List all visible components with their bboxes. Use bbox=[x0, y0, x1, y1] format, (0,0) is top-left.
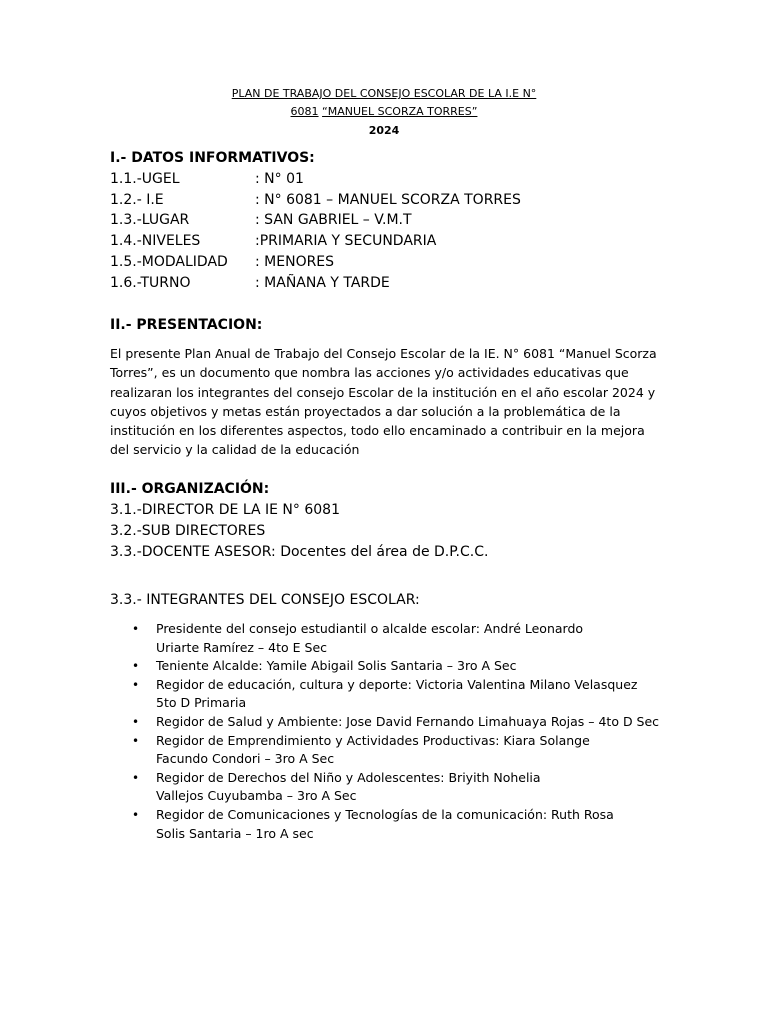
list-item-line: Regidor de Emprendimiento y Actividades Productivas: Kiara Solange bbox=[156, 732, 590, 748]
list-item-line: Facundo Condori – 3ro A Sec bbox=[156, 751, 335, 767]
paragraph-line: realizaran los integrantes del consejo Escolar de la institución en el año escolar 2024 y bbox=[110, 384, 656, 400]
bullet-icon: • bbox=[132, 714, 140, 729]
info-row-turno bbox=[110, 273, 390, 293]
bullet-icon: • bbox=[132, 807, 140, 822]
list-item-line: Regidor de educación, cultura y deporte: Victoria Valentina Milano Velasquez bbox=[156, 676, 638, 692]
list-item-line: Regidor de Derechos del Niño y Adolescentes: Briyith Nohelia bbox=[156, 769, 541, 785]
list-item-line: Vallejos Cuyubamba – 3ro A Sec bbox=[156, 788, 357, 804]
presentation-paragraph bbox=[110, 344, 670, 460]
document-title-line2 bbox=[0, 102, 768, 121]
info-row-ugel bbox=[110, 169, 304, 189]
list-item bbox=[110, 657, 690, 676]
info-value: : SAN GABRIEL – V.M.T bbox=[255, 212, 412, 228]
document-year: 2024 bbox=[368, 124, 400, 137]
bullet-icon: • bbox=[132, 677, 140, 692]
list-item-line: Teniente Alcalde: Yamile Abigail Solis Santaria – 3ro A Sec bbox=[156, 658, 517, 674]
paragraph-line: Torres”, es un documento que nombra las acciones y/o actividades educativas que bbox=[110, 365, 629, 381]
list-item bbox=[110, 806, 690, 843]
list-item-line: Solis Santaria – 1ro A sec bbox=[156, 825, 314, 841]
list-item bbox=[110, 676, 690, 713]
paragraph-line: cuyos objetivos y metas están proyectados a dar solución a la problemática de la bbox=[110, 403, 621, 419]
info-key: 1.2.- I.E bbox=[110, 192, 164, 208]
paragraph-line: institución en los diferentes aspectos, todo ello encaminado a contribuir en la mejora bbox=[110, 423, 645, 439]
org-item-director: 3.1.-DIRECTOR DE LA IE N° 6081 bbox=[110, 502, 340, 518]
bullet-icon: • bbox=[132, 622, 140, 636]
members-title: 3.3.- INTEGRANTES DEL CONSEJO ESCOLAR: bbox=[110, 592, 420, 608]
title-school-number: 6081 bbox=[290, 105, 319, 118]
bullet-icon: • bbox=[132, 770, 140, 785]
info-key: 1.6.-TURNO bbox=[110, 275, 191, 291]
info-key: 1.1.-UGEL bbox=[110, 171, 180, 187]
section1-heading: I.- DATOS INFORMATIVOS: bbox=[110, 150, 315, 166]
info-key: 1.5.-MODALIDAD bbox=[110, 254, 228, 270]
info-value: :PRIMARIA Y SECUNDARIA bbox=[255, 233, 437, 249]
info-row-lugar bbox=[110, 210, 412, 230]
list-item bbox=[110, 713, 690, 732]
list-item-line: 5to D Primaria bbox=[156, 695, 247, 711]
info-value: : MAÑANA Y TARDE bbox=[255, 275, 390, 291]
section2-heading: II.- PRESENTACION: bbox=[110, 317, 263, 333]
info-value: : N° 6081 – MANUEL SCORZA TORRES bbox=[255, 192, 521, 208]
list-item-line: Uriarte Ramírez – 4to E Sec bbox=[156, 639, 328, 655]
list-item-line: Regidor de Salud y Ambiente: Jose David Fernando Limahuaya Rojas – 4to D Sec bbox=[156, 713, 660, 729]
info-value: : N° 01 bbox=[255, 171, 304, 187]
document-title-line1 bbox=[0, 84, 768, 103]
bullet-icon: • bbox=[132, 659, 140, 674]
list-item-line: Regidor de Comunicaciones y Tecnologías de la comunicación: Ruth Rosa bbox=[156, 806, 614, 822]
bullet-icon: • bbox=[132, 733, 140, 748]
title-text: PLAN DE TRABAJO DEL CONSEJO ESCOLAR DE LA I.E N° bbox=[231, 87, 537, 100]
info-key: 1.3.-LUGAR bbox=[110, 212, 190, 228]
title-school-name: “MANUEL SCORZA TORRES” bbox=[322, 105, 478, 118]
org-item-subdirectores: 3.2.-SUB DIRECTORES bbox=[110, 523, 266, 539]
list-item-line: Presidente del consejo estudiantil o alcalde escolar: André Leonardo bbox=[156, 621, 584, 636]
info-row-niveles bbox=[110, 231, 436, 251]
paragraph-line: El presente Plan Anual de Trabajo del Consejo Escolar de la IE. N° 6081 “Manuel Scorza bbox=[110, 346, 657, 361]
paragraph-line: del servicio y la calidad de la educación bbox=[110, 442, 360, 458]
list-item bbox=[110, 732, 690, 769]
org-item-docente-asesor: 3.3.-DOCENTE ASESOR: Docentes del área de D.P.C.C. bbox=[110, 544, 489, 560]
members-list bbox=[110, 620, 690, 843]
info-row-modalidad bbox=[110, 252, 334, 272]
info-row-ie bbox=[110, 190, 521, 210]
list-item bbox=[110, 620, 690, 657]
info-key: 1.4.-NIVELES bbox=[110, 233, 201, 249]
section3-heading: III.- ORGANIZACIÓN: bbox=[110, 481, 270, 497]
info-value: : MENORES bbox=[255, 254, 335, 270]
list-item bbox=[110, 769, 690, 806]
